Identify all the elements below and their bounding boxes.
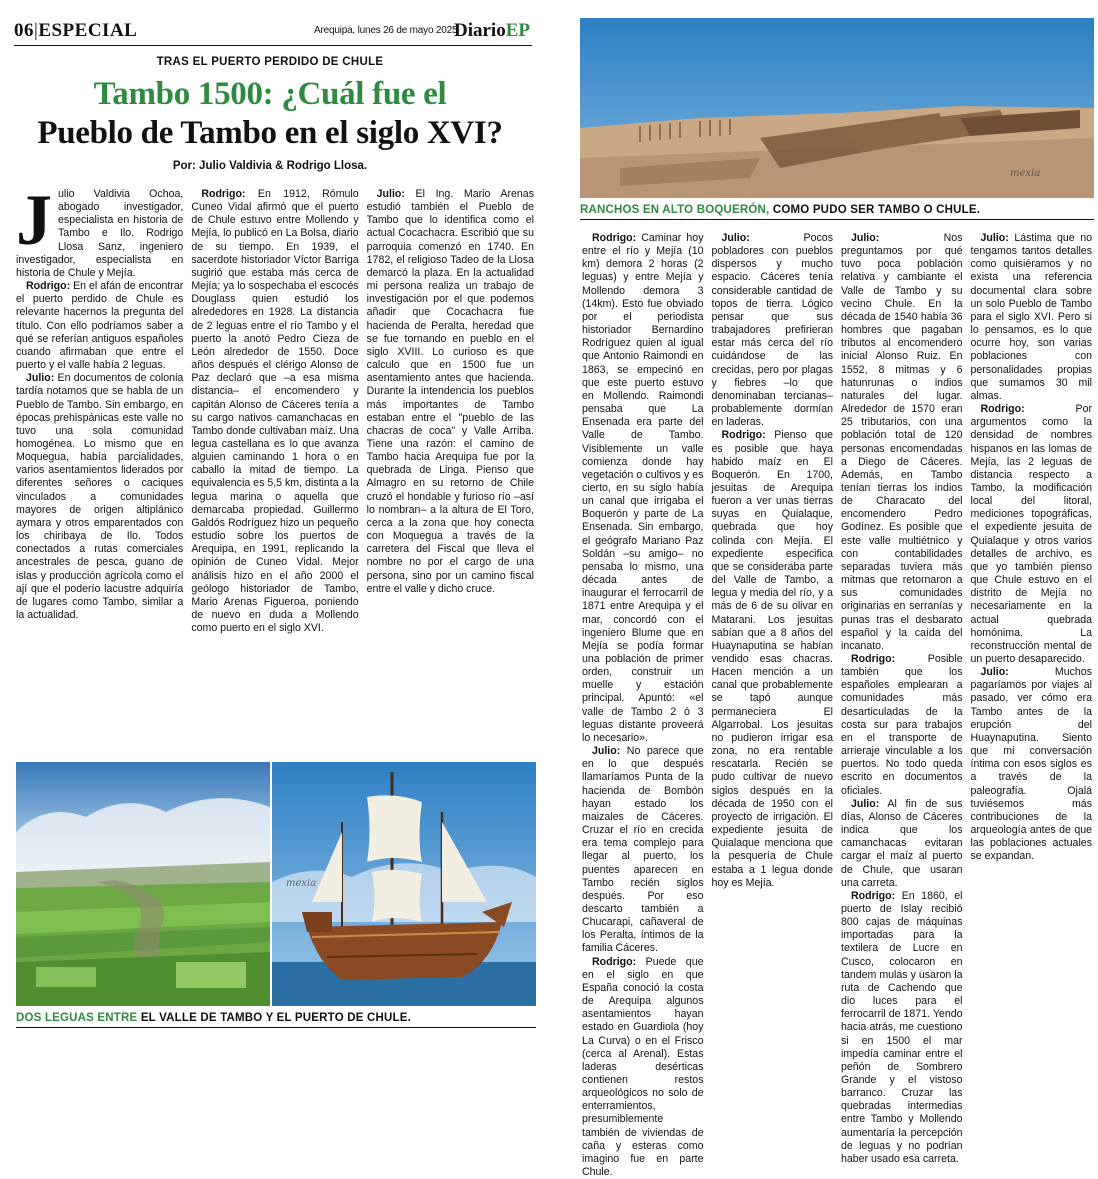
drop-cap: J <box>16 180 52 260</box>
paragraph: Julio: No parece que en lo que después llamaríamos Punta de la hacienda de Bombón hayan estado los maizales de Cáceres. Cruzar el río en crecida era tema complejo para llegar al puerto, los puentes aparecen en Tambo recién siglos después. Por eso descarto también a Chucarapi, cañaveral de los Peralta, íntimos de la familia Cáceres. <box>582 745 704 955</box>
paragraph: Julio: Muchos pagaríamos por viajes al pasado, ver cómo era Tambo antes de la erupción del Huaynaputina. Siento que mi conversación íntima con esos siglos es a través de la paleografía. Ojalá tuviésemos más contribuciones de la arqueología antes de que las poblaciones actuales se expandan. <box>970 666 1092 863</box>
photo-caption-right: RANCHOS EN ALTO BOQUERÓN, COMO PUDO SER TAMBO O CHULE. <box>580 204 1094 220</box>
caravel-photo <box>272 762 536 1006</box>
logo-text: Diario <box>454 20 506 41</box>
paragraph: Julio: Lástima que no tengamos tantos detalles como quisiéramos y no exista una referencia documental clara sobre un solo Pueblo de Tambo para el siglo XVI. Pero si lo pensamos, es lo que ocurre hoy, son varias poblaciones con personalidades propias que sumamos 30 mil almas. <box>970 232 1092 402</box>
text-column-6 <box>841 232 963 1165</box>
page-number: 06 <box>14 20 34 41</box>
paragraph: Rodrigo: Por argumentos como la densidad de nombres hispanos en las lomas de Mejía, las 2 leguas de distancia respecto a Tambo, la modificación local del litoral, mediciones topográficas, el expediente jesuita de Quialaque y otros varios detalles de archivo, es que yo también pienso que Chule estuvo en el distrito de Mejía no necesariamente en la actual quebrada homónima. La reconstrucción mental de un puerto desaparecido. <box>970 403 1092 665</box>
valley-illustration <box>16 762 270 1006</box>
article-columns-right <box>582 232 1092 1179</box>
photo-watermark: mexia <box>1010 168 1041 179</box>
paragraph: Julio: El Ing. Mario Arenas estudió también el Pueblo de Tambo que lo identifica como el actual Cocachacra. Escribió que su parroquia comenzó en 1740. En 1782, el religioso Tadeo de la Llosa demarcó la plaza. En la actualidad mi persona realiza un trabajo de investigación por el que podemos añadir que Cocachacra fue hacienda de Peralta, heredad que se fue tornando en pueblo en el siglo XVIII. Lo curioso es que calculo que en 1500 fue un asentamiento antes que hacienda. Durante la intendencia los pueblos más importantes de Tambo estaban entre el "pueblo de las chacras de coca" y Valle Arriba. Tiene una razón: el camino de Tambo hacia Arequipa fue por la quebrada de Linga. Pienso que Almagro en su retorno de Chile cruzó el hondable y furioso río –así lo nombran– a la altura de El Toro, cerca a la zona que hoy conecta con Moquegua a través de la carretera del Fiscal que lleva el nombre no por el cargo de una persona, sino por un camino fiscal entre el valle y dicho cruce. <box>366 188 534 595</box>
paragraph: Rodrigo: Puede que en el siglo en que España conoció la costa de Arequipa algunos asentamientos hayan estado en Guardiola (hoy La Curva) o en el Frisco (cerca al Arenal). Estas laderas desérticas contienen restos arqueológicos no solo de enterramientos, presumiblemente también de viviendas de caña y esteras como imagino fue en parte Chule. <box>582 955 704 1179</box>
paragraph: Rodrigo: En 1912, Rómulo Cuneo Vidal afirmó que el puerto de Chule estuvo entre Mollendo y Mejía, lo publicó en La Bolsa, diario de su tiempo. En 1939, el sacerdote historiador Víctor Barriga sugirió que estaba más cerca de Mejía; ya lo sospechaba el escocés Douglass quien estudió los alrededores en 1928. La distancia de 2 leguas entre el río Tambo y el puerto la anotó Pedro Cieza de León alrededor de 1550. Doce años después el clérigo Alonso de Paz declaró que –a esa misma distancia– el encomendero y capitán Alonso de Cáceres tenía a su cargo nativos camanchacas en Tambo donde cultivaban maíz. Una legua castellana es lo que avanza alguien caminando 1 hora o en caballo la mitad de tiempo. La equivalencia es 5,5 km, distinta a la legua marina o aquella que demarcaba propiedad. Guillermo Galdós Rodríguez hizo un pequeño estudio sobre los puertos de Arequipa, en 1991, replicando la opinión de Cuneo Vidal. Mejor análisis hizo en el año 2000 el geólogo historiador de Tambo, Mario Arenas Figueroa, poniendo de nuevo en duda a Mollendo como puerto en el siglo XVI. <box>191 188 359 635</box>
newspaper-logo <box>454 20 530 42</box>
text-column-1 <box>16 180 184 758</box>
kicker: TRAS EL PUERTO PERDIDO DE CHULE <box>156 56 384 68</box>
paragraph: Julio: Pocos pobladores con pueblos dispersos y mucho espacio. Cáceres tenía considerable cantidad de topos de tierra. Lógico pensar que sus trabajadores prefirieran estar más cerca del río cuidándose de las crecidas, pero por plagas y fiebres –lo que denominaban tercianas– probablemente dormían en laderas. <box>711 232 833 429</box>
text-column-4 <box>582 232 704 1179</box>
text-column-3 <box>367 188 534 758</box>
intro-paragraph: Julio Valdivia Ochoa, abogado investigador, especialista en historia de Tambo e Ilo. Rodrigo Llosa Sanz, ingeniero investigador, especialista en historia de Chule y Mejía. <box>16 180 184 279</box>
paragraph: Rodrigo: Caminar hoy entre el río y Mejía (10 km) demora 2 horas (2 leguas) y entre Mejía y Mollendo demora 3 (14km). Esto fue obviado por el periodista historiador Bernardino Rodríguez quien al igual que Antonio Raimondi en 1863, se empecinó en que este puerto estuvo en Mollendo. Raimondi pensaba que La Ensenada era parte del Valle de Tambo. Visiblemente un valle comienza donde hay vegetación o cultivos y es cierto, en su siglo había un canal que irrigaba el Boquerón y parte de La Ensenada. Sin embargo, el geógrafo Mariano Paz Soldán –su amigo– no pensaba lo mismo, una década antes de inaugurar el ferrocarril de 1871 entre Arequipa y el mar, concordó con el ingeniero Blume que en Mejía se podía formar una población de primer orden, construir un muelle y estación principal. Apuntó: «el valle de Tambo 2 ó 3 leguas distante proveerá lo necesario». <box>582 232 704 744</box>
paragraph: Rodrigo: En el afán de encontrar el puerto perdido de Chule es relevante hacernos la pregunta del título. Con ello podríamos saber a qué se referían antiguos españoles cuando afirmaban que entre el puerto y el valle había 2 leguas. <box>16 280 184 372</box>
paragraph: Julio: Nos preguntamos por qué tuvo poca población relativa y cambiante el Valle de Tambo y su vecino Chule. En la década de 1540 había 36 hombres que pagaban tributos al encomendero inicial Alonso Ruiz. En 1552, 8 mitmas y 6 hatunrunas o indios naturales del lugar. Alrededor de 1570 eran 25 tributarios, con una población total de 120 personas encomendadas a Diego de Cáceres. Además, en Tambo tenían tierras los indios de Characato del encomendero Pedro Godínez. Es posible que este valle multiétnico y con contabilidades separadas tuviera más mitmas que retornaron a sus comunidades originarias en serranías y punas tras el desbarato español y la caída del incanato. <box>841 232 963 652</box>
valley-photo <box>16 762 270 1006</box>
photo-watermark: mexia <box>286 878 317 889</box>
photo-caption-left: DOS LEGUAS ENTRE EL VALLE DE TAMBO Y EL PUERTO DE CHULE. <box>16 1012 536 1028</box>
left-page <box>0 0 540 1040</box>
page-header <box>14 20 532 46</box>
section-name: ESPECIAL <box>38 20 138 41</box>
paragraph: Rodrigo: En 1860, el puerto de Islay recibió 800 cajas de máquinas importadas para la textilera de Lucre en Cusco, colocaron en tandem mulas y usaron la ruta de Cachendo que dio luces para el ferrocarril de 1871. Yendo hacia atrás, me cuestiono si en 1500 el mar impedía caminar entre el peñón de Sombrero Grande y el vistoso barranco. Cruzar las quebradas intermedias entre Tambo y Mollendo aumentaría la percepción de leguas y no podrían haber usado esa carreta. <box>841 889 963 1165</box>
headline-line-1: Tambo 1500: ¿Cuál fue el <box>93 76 447 112</box>
text-column-2 <box>191 188 358 758</box>
text-column-7 <box>971 232 1093 1032</box>
paragraph: Rodrigo: Pienso que es posible que haya habido maíz en El Boquerón. En 1700, jesuitas de Arequipa fueron a ver unas tierras suyas en Quialaque, quebrada que hoy colinda con Mejía. El expediente especifica que se consideraba parte del Valle de Tambo, a legua y media del río, y a más de 6 de su olivar en Matarani. Los jesuitas sabían que a 8 años del Huaynaputina se habían vendido esas chacras. Hacen mención a un canal que probablemente se tapó aunque permaneciera El Algarrobal. Los jesuitas no pudieron irrigar esa zona, no era rentable rescatarla. Recién se pudo cultivar de nuevo siglos después en la década de 1950 con el proyecto de irrigación. El expediente jesuita de Quialaque menciona que la pesquería de Chule estaba a 1 legua donde hoy es Mejía. <box>711 429 833 889</box>
date-line: Arequipa, lunes 26 de mayo 2025 <box>314 25 458 36</box>
right-page <box>570 0 1098 1179</box>
byline: Por: Julio Valdivia & Rodrigo Llosa. <box>172 160 368 172</box>
article-columns-left <box>16 180 534 758</box>
paragraph: Julio: Al fin de sus días, Alonso de Cáceres indica que los camanchacas evitaran cargar el maíz al puerto de Chule, que usaran una carreta. <box>841 797 963 889</box>
section-label: 06|ESPECIAL <box>14 20 138 41</box>
text-column-5 <box>712 232 834 1032</box>
ranchos-photo <box>580 18 1094 198</box>
paragraph: Rodrigo: Posible también que los españoles emplearan a comunidades más desarticuladas de la costa sur para trabajos en el transporte de arrieraje vinculable a los puertos. No todo queda escrito en documentos oficiales. <box>841 653 963 797</box>
headline-line-2: Pueblo de Tambo en el siglo XVI? <box>37 115 503 151</box>
paragraph: Julio: En documentos de colonia tardía notamos que se habla de un Pueblo de Tambo. Sin embargo, en épocas prehispánicas este valle no tuvo una sola comunidad homogénea. Lo mismo que en Moquegua, había parcialidades, varios asentamientos liderados por diferentes señores o caciques vinculados a comunidades mayores de origen altiplánico aymara y otros emparentados con los chiribaya de Ilo. Todos conectados a rutas comerciales ancestrales de pesca, guano de islas y producción agrícola como el ají que el poderío lacustre adquiría de lugares como Tambo, similar a la actualidad. <box>16 372 184 621</box>
logo-mark: EP <box>505 20 530 41</box>
